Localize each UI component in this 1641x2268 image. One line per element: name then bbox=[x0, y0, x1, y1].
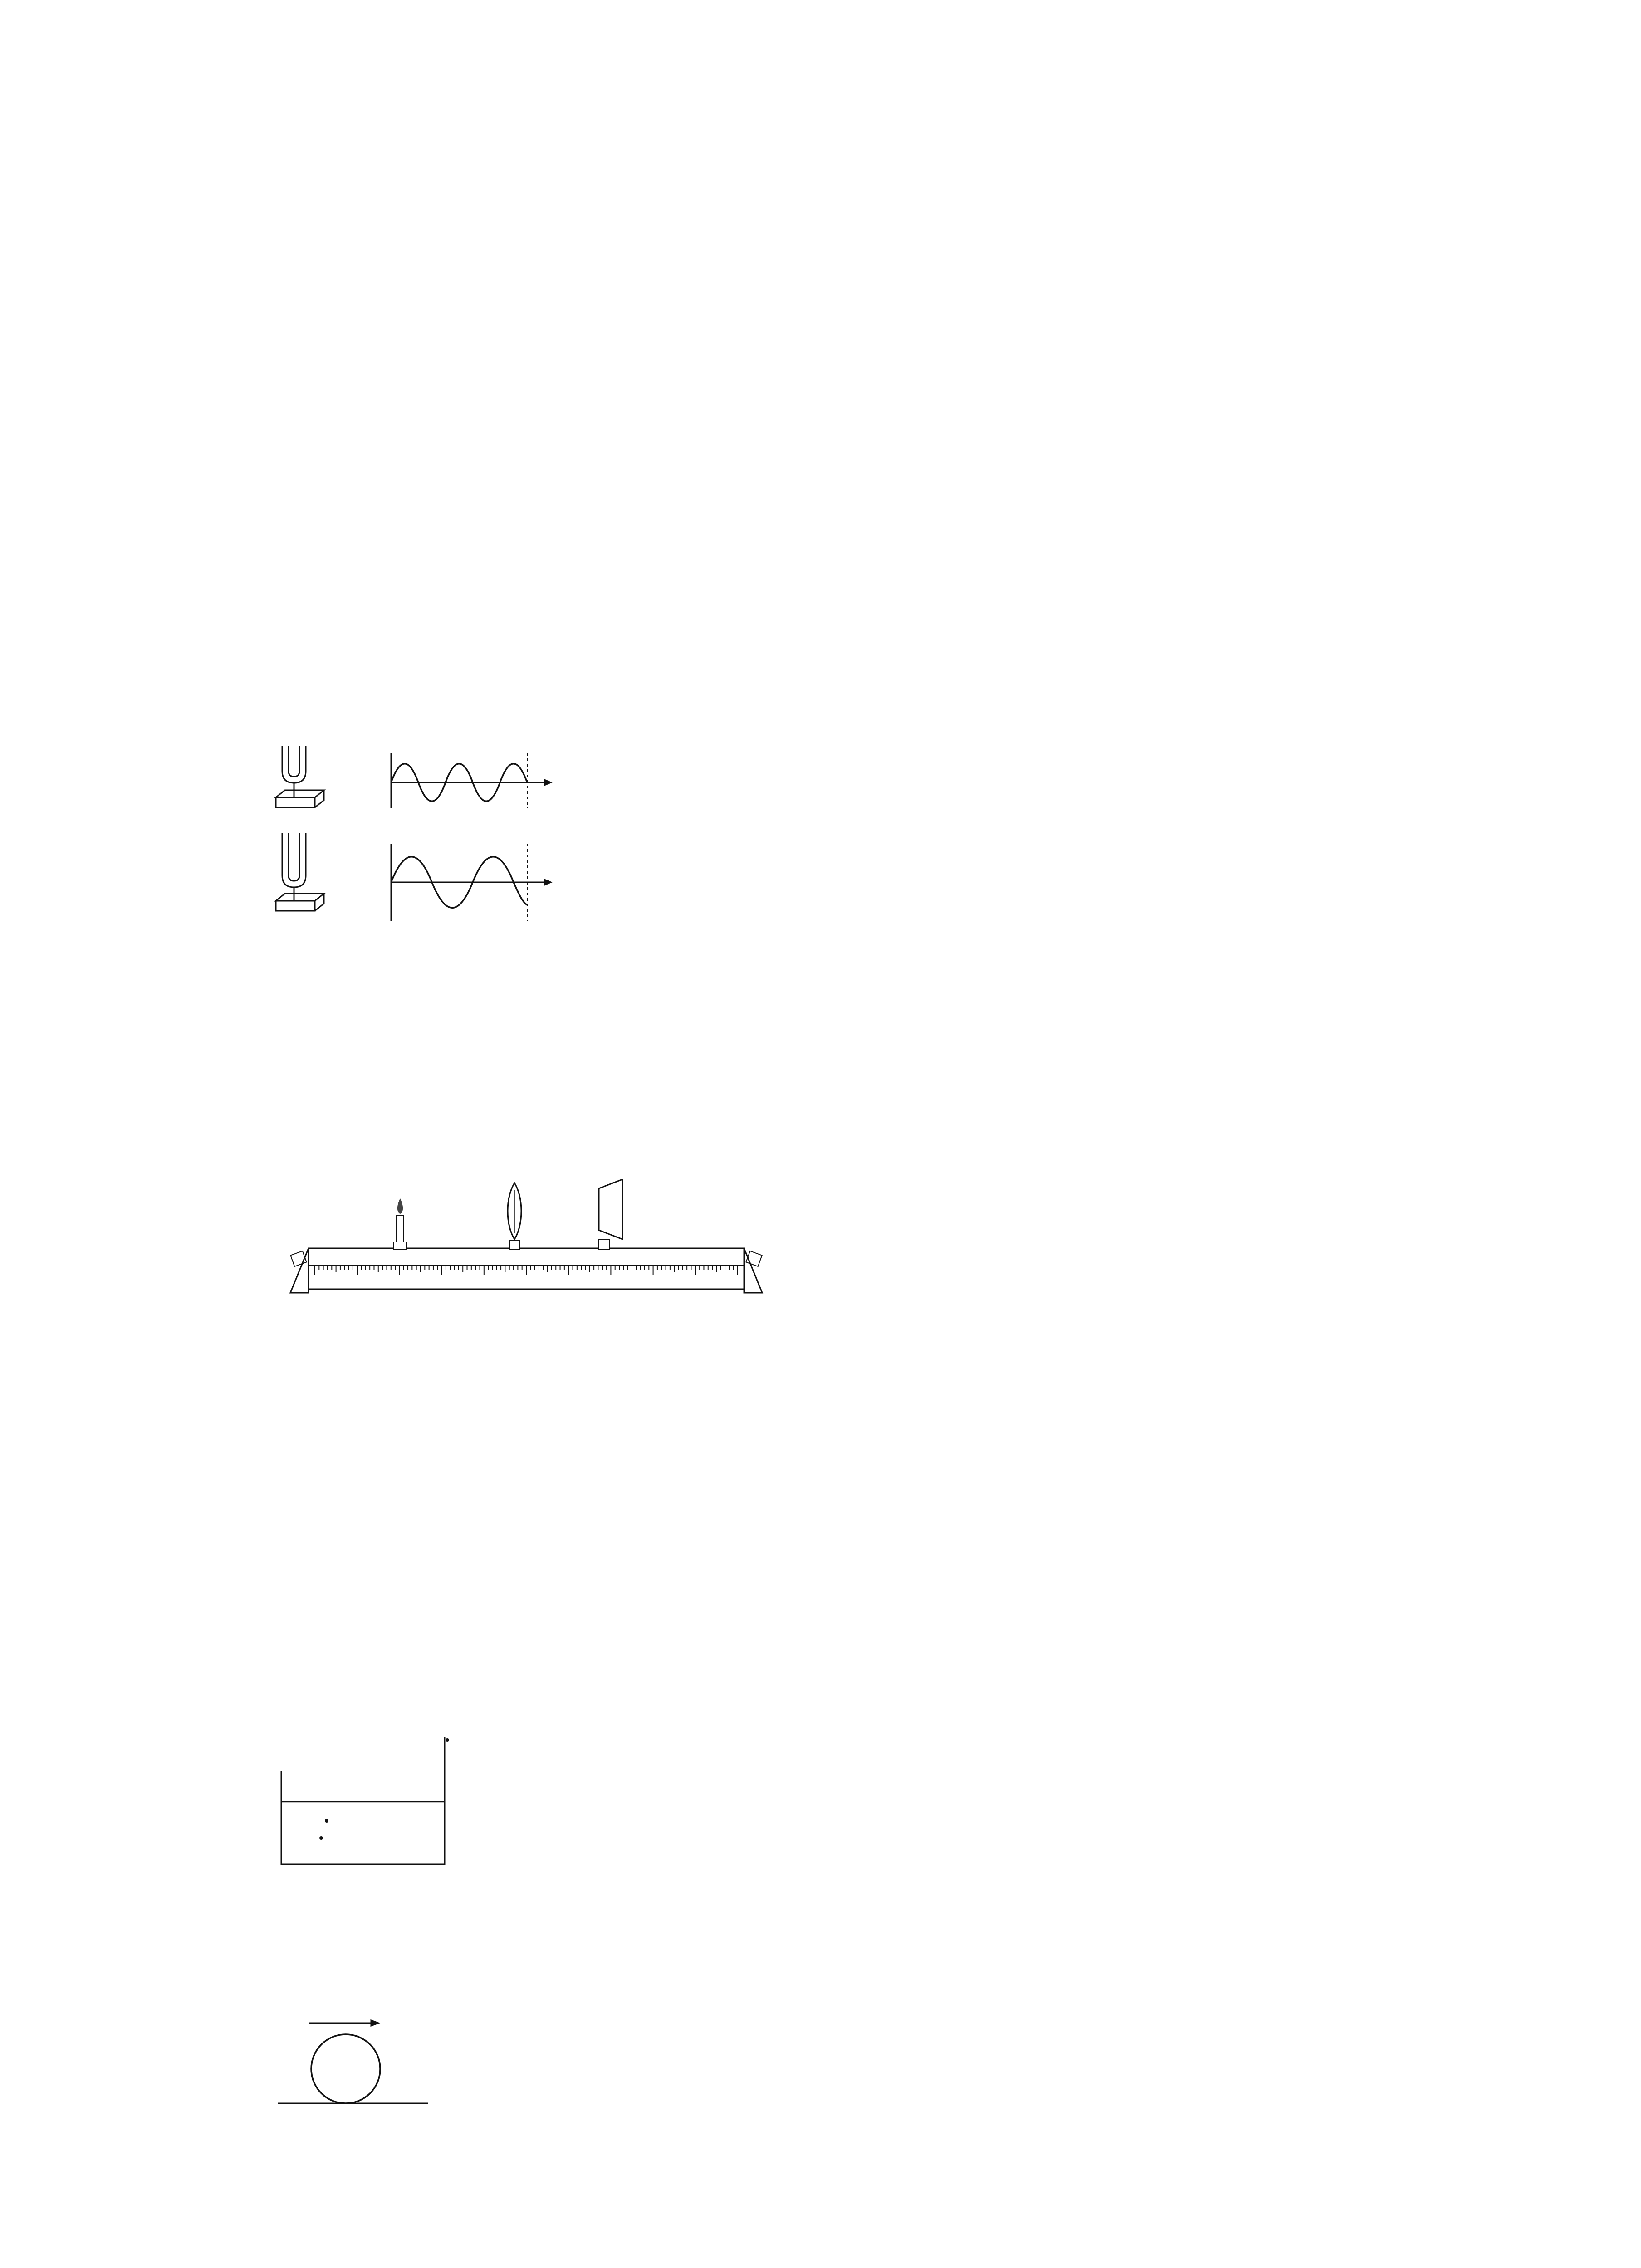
candle-icon bbox=[394, 1198, 407, 1249]
convex-lens-icon bbox=[508, 1183, 521, 1249]
tuning-fork-jia bbox=[276, 746, 324, 807]
q14-optical-bench-figure bbox=[281, 1179, 780, 1302]
q16-football-figure bbox=[272, 2009, 445, 2132]
light-screen-icon bbox=[599, 1179, 622, 1249]
q13-tuning-fork-figure bbox=[272, 739, 581, 930]
waveform-yi bbox=[391, 844, 551, 921]
q15-water-tank-figure bbox=[272, 1724, 472, 1873]
tuning-fork-yi bbox=[276, 833, 324, 911]
waveform-jia bbox=[391, 753, 551, 808]
